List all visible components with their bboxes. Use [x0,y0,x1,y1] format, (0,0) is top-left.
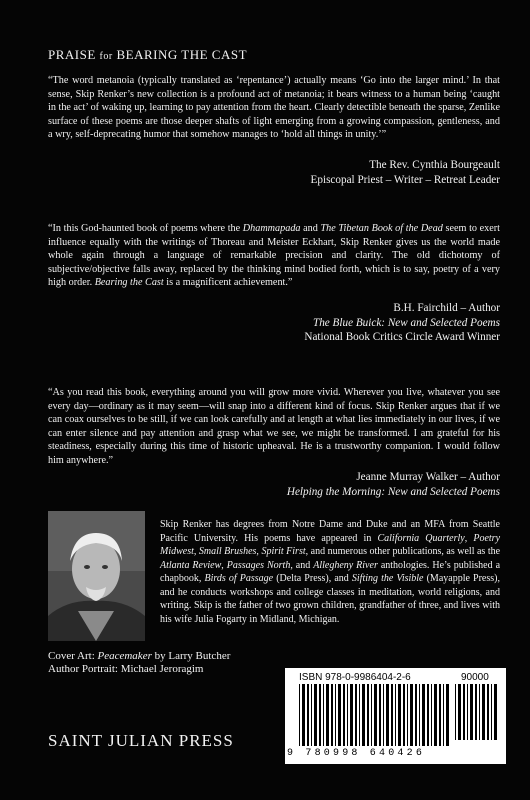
price-barcode-bars [455,684,499,742]
barcode-bar [446,684,449,746]
cover-art-artist: by Larry Butcher [151,650,231,662]
praise-heading [48,47,247,63]
bio-italic-title: Atlanta Review [160,559,222,571]
barcode-bar [403,684,405,746]
bio-italic-title: Poetry Midwest [160,532,501,557]
barcode-bar [491,684,492,740]
barcode-bar [479,684,480,740]
barcode-bar [343,684,345,746]
barcode-bar [475,684,477,740]
bio-text: , [221,559,227,571]
cover-credits [48,650,230,676]
quote-text: “As you read this book, everything around you will grow more vivid. Wherever you live, whatever you see every day—ordinary as it may seem—will snap into a different kind of focus. Skip Renker argues that if we can coax ourselves to be still, if we can look carefully and at length at what lies immediately in our lives, if we can enter silence and pay attention and grasp what we see, we might be transformed. I am grateful for his steadiness, especially during this time of historic upheaval. He is a trustworthy companion. I would follow him anywhere.” [48,387,500,466]
cover-art-label: Cover Art: [48,650,98,662]
barcode-bar [386,684,389,746]
barcode-bar [398,684,401,746]
quote-text: “The word metanoia (typically translated as ‘repentance’) actually means ‘Go into the larger mind.’ In that sense, Skip Renker’s new collection is a profound act of metanoia; it bears witness to a human being ‘caught in the act’ of waking up, learning to pay attention from the heart. Clearly detectible beneath the sparse, Zenlike surface of these poems are those deeper shafts of light emerging from a growing compassion, gentleness, and a wry, self-deprecating humor that somehow manages to ‘hold all things in unity.’” [48,75,500,141]
quote-italic-title: The Tibetan Book of the Dead [320,223,443,234]
barcode-bar [463,684,465,740]
barcode-digits: 9 780998 640426 [287,748,426,759]
bio-text: , and [290,559,314,571]
barcode-bar [467,684,468,740]
barcode-bar [419,684,420,746]
quote-walker [48,386,500,468]
barcode-bar [367,684,369,746]
author-portrait-illustration [48,511,145,641]
quote-text: “In this God-haunted book of poems where the [48,223,243,234]
barcode-bar [335,684,336,746]
bio-text: , [256,546,262,557]
barcode-bar [434,684,437,746]
attribution-book: The Blue Buick: New and Selected Poems [312,316,500,329]
bio-text: anthologies. He’s published a chapbook, [160,559,501,584]
quote-italic-title: Dhammapada [242,223,301,234]
bio-text: Skip Renker has degrees from Notre Dame and Duke and an MFA from Seattle Pacific University. His poems have appeared in [160,519,500,544]
bio-text: , [193,546,199,557]
barcode-bar [455,684,456,740]
bio-text: , [464,532,474,544]
publisher-name: SAINT JULIAN PRESS [48,731,234,750]
barcode-bar [302,684,305,746]
barcode-bar [395,684,396,746]
barcode-bar [331,684,333,746]
bio-italic-title: Small Brushes [198,546,257,557]
isbn-barcode [285,668,506,764]
barcode-bar [359,684,360,746]
bio-italic-title: Spirit First [261,546,306,557]
barcode-bar [494,684,497,740]
quote-bourgeault [48,74,500,142]
barcode-bar [323,684,324,746]
attribution-award: National Book Critics Circle Award Winner [304,331,500,343]
barcode-bar [307,684,309,746]
attribution-walker [287,470,500,499]
attribution-fairchild [304,301,500,345]
author-bio [160,518,500,626]
quote-fairchild [48,222,500,290]
barcode-bar [427,684,429,746]
barcode-bar [311,684,312,746]
barcode-bar [347,684,348,746]
praise-word: PRAISE [48,47,96,62]
attribution-name: The Rev. Cynthia Bourgeault [369,159,500,171]
bio-italic-title: Passages North [226,559,291,571]
attribution-name: B.H. Fairchild – Author [393,302,500,314]
barcode-bar [410,684,413,746]
attribution-name: Jeanne Murray Walker – Author [356,471,500,483]
cover-art-credit [48,650,230,663]
attribution-role: Episcopal Priest – Writer – Retreat Leader [310,173,500,186]
barcode-bar [487,684,489,740]
barcode-bars [299,684,449,750]
barcode-bar [379,684,381,746]
barcode-bar [350,684,353,746]
barcode-bar [338,684,341,746]
barcode-bar [319,684,321,746]
barcode-bar [470,684,473,740]
quote-text: is a magnificent achievement.” [163,277,293,289]
bio-italic-title: California Quarterly [377,532,465,544]
barcode-bar [407,684,408,746]
bio-italic-title: Sifting the Visible [351,573,424,584]
barcode-bar [326,684,329,746]
attribution-book: Helping the Morning: New and Selected Poems [286,485,500,498]
attribution-bourgeault [311,158,500,187]
barcode-bar [458,684,461,740]
barcode-bar [362,684,365,746]
bio-text: (Delta Press), and [273,573,352,584]
barcode-bar [299,684,300,746]
barcode-bar [374,684,377,746]
bio-italic-title: Allegheny River [313,559,378,571]
barcode-bar [355,684,357,746]
bio-text: (Mayapple Press), and he conducts workshops and college classes in meditation, world religions, and writing. Skip is the father of two grown children, grandfather of three, and lives with his wife Julia Fogarty in Midland, Michigan. [160,573,500,625]
bio-text: , and numerous other publications, as well as the [305,546,501,557]
barcode-bar [391,684,393,746]
quote-italic-title: Bearing the Cast [94,277,164,289]
quote-text: and [300,223,321,234]
barcode-bar [422,684,425,746]
bio-italic-title: Birds of Passage [204,573,274,584]
barcode-bar [371,684,372,746]
author-portrait [48,511,145,641]
quote-text: seem to exert influence equally with the writings of Thoreau and Meister Eckhart, Skip Renker gives us the world made whole again through a language of remarkable precision and clarity. The old dichotomy of subjective/objective falls away, replaced by the thinking mind bodied forth, which is to say, poetry of a very high order. [48,223,501,289]
barcode-bar [439,684,441,746]
barcode-bar [383,684,384,746]
praise-for-word: for [99,51,113,62]
cover-art-title: Peacemaker [97,650,152,662]
book-title: BEARING THE CAST [116,47,248,62]
barcode-bar [443,684,444,746]
barcode-bar [314,684,317,746]
portrait-credit: Author Portrait: Michael Jeroragim [48,663,204,675]
barcode-bar [415,684,417,746]
isbn-label: ISBN 978-0-9986404-2-6 [299,672,411,683]
price-code-label: 90000 [461,672,489,683]
barcode-bar [482,684,485,740]
barcode-bar [431,684,432,746]
